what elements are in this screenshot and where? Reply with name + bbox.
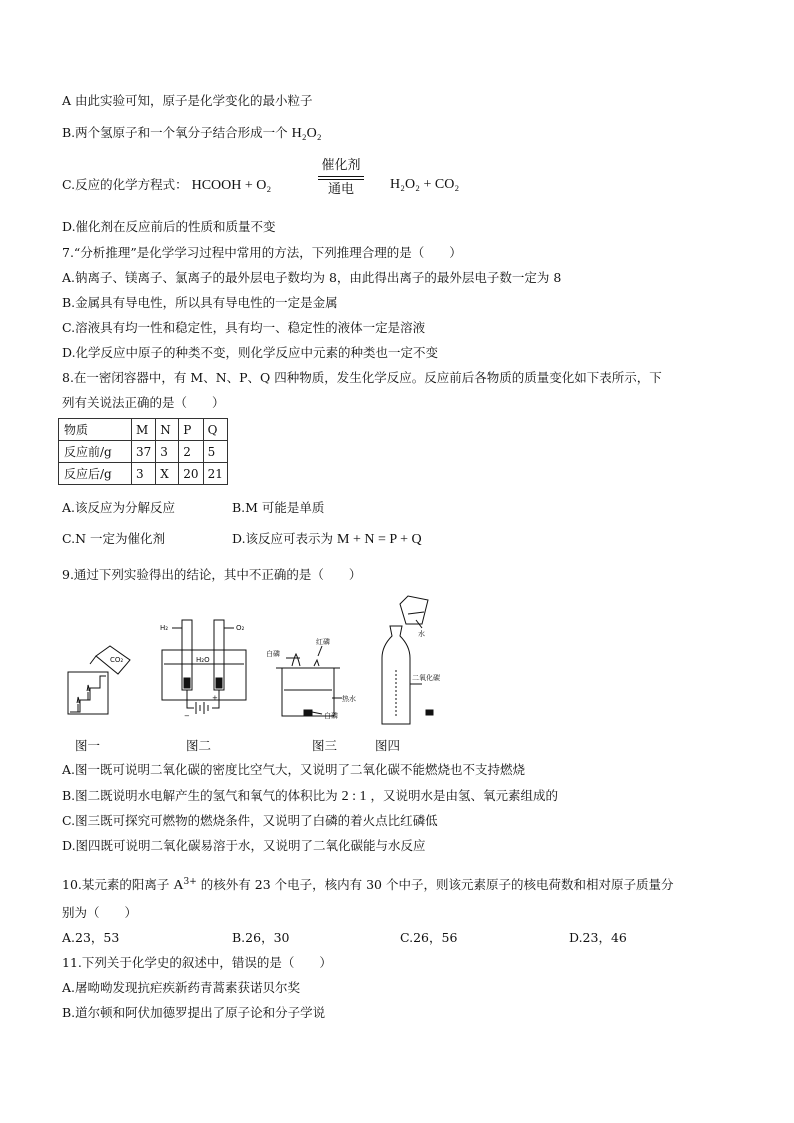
figure4-diagram (382, 596, 433, 724)
q7-option-b: B.金属具有导电性，所以具有导电性的一定是金属 (62, 295, 338, 310)
minus-terminal: − (184, 712, 190, 720)
q7-stem: 7.“分析推理”是化学学习过程中常用的方法，下列推理合理的是（ ） (62, 245, 462, 260)
q10-stem-line1 (62, 874, 673, 894)
q7-option-c: C.溶液具有均一性和稳定性，具有均一、稳定性的液体一定是溶液 (62, 320, 426, 335)
q6-equation-right: H₂O₂ + CO₂ (390, 177, 460, 192)
table-cell: 反应前/g (59, 441, 132, 463)
table-cell: 3 (132, 463, 156, 485)
q11-stem: 11.下列关于化学史的叙述中，错误的是（ ） (62, 955, 332, 970)
table-cell: X (156, 463, 179, 485)
q10-stem-line2: 别为（ ） (62, 905, 138, 920)
q6-option-c-text: C.反应的化学方程式： (62, 177, 188, 192)
figure1-label: 图一 (75, 738, 101, 753)
q9-option-a: A.图一既可说明二氧化碳的密度比空气大，又说明了二氧化碳不能燃烧也不支持燃烧 (62, 762, 526, 777)
q6-option-d: D.催化剂在反应前后的性质和质量不变 (62, 219, 276, 234)
q8-stem-line2: 列有关说法正确的是（ ） (62, 395, 225, 410)
h2-label: H₂ (160, 624, 169, 632)
figure2-diagram (162, 620, 246, 714)
table-header-cell: 物质 (59, 419, 132, 441)
table-cell: 21 (203, 463, 227, 485)
q9-option-b-suffix: ，又说明水是由氢、氧元素组成的 (370, 788, 559, 803)
q10-option-b: B.26，30 (232, 930, 290, 945)
plus-terminal: + (212, 694, 218, 702)
table-row (59, 463, 228, 485)
q7-option-a: A.钠离子、镁离子、氯离子的最外层电子数均为 8，由此得出离子的最外层电子数一定为 8 (62, 270, 562, 285)
o2-label: O₂ (236, 624, 245, 632)
q6-equals-sign (318, 176, 364, 180)
q10-stem-suffix: 的核外有 23 个电子，核内有 30 个中子，则该元素原子的核电荷数和相对原子质量分 (200, 877, 674, 893)
q9-option-b-text: B.图二既说明水电解产生的氢气和氧气的体积比为 (62, 788, 338, 803)
q6-option-b (62, 125, 322, 142)
q6-option-a: A 由此实验可知，原子是化学变化的最小粒子 (62, 93, 313, 108)
q8-option-d-text: D.该反应可表示为 (232, 531, 334, 546)
q8-option-b: B.M 可能是单质 (232, 500, 325, 515)
q8-option-a: A.该反应为分解反应 (62, 500, 176, 515)
q6-reaction-condition (318, 157, 364, 199)
co2-label: CO₂ (110, 656, 124, 664)
table-header-cell: P (179, 419, 203, 441)
table-header-cell: N (156, 419, 179, 441)
q6-option-b-text: B.两个氢原子和一个氧分子结合形成一个 (62, 125, 288, 140)
q8-option-d-formula: M + N = P + Q (337, 532, 422, 547)
q10-option-c: C.26，56 (400, 930, 458, 945)
white-phosphorus-top-label: 白磷 (266, 650, 280, 658)
red-phosphorus-label: 红磷 (316, 638, 330, 646)
q9-option-b-ratio: 2 : 1 (341, 789, 367, 804)
table-cell: 37 (132, 441, 156, 463)
table-header-cell: M (132, 419, 156, 441)
q10-option-d: D.23，46 (569, 930, 627, 945)
q9-option-c: C.图三既可探究可燃物的燃烧条件，又说明了白磷的着火点比红磷低 (62, 813, 438, 828)
table-cell: 5 (203, 441, 227, 463)
q8-option-c: C.N 一定为催化剂 (62, 531, 166, 546)
white-phosphorus-bottom-label: 白磷 (324, 712, 338, 720)
q9-experiment-figures (60, 590, 450, 730)
table-row (59, 441, 228, 463)
q9-option-d: D.图四既可说明二氧化碳易溶于水，又说明了二氧化碳能与水反应 (62, 838, 426, 853)
h2o-label: H₂O (196, 656, 210, 664)
q8-stem-line1: 8.在一密闭容器中，有 M、N、P、Q 四种物质，发生化学反应。反应前后各物质的质量变化如下表所示，下 (62, 370, 662, 385)
table-cell: 反应后/g (59, 463, 132, 485)
figure2-label: 图二 (186, 738, 212, 753)
figure4-label: 图四 (375, 738, 401, 753)
table-header-row (59, 419, 228, 441)
q8-mass-table (58, 418, 228, 485)
q6-option-c (62, 177, 271, 194)
q10-option-a: A.23，53 (62, 930, 120, 945)
q7-option-d: D.化学反应中原子的种类不变，则化学反应中元素的种类也一定不变 (62, 345, 439, 360)
q11-option-b: B.道尔顿和阿伏加德罗提出了原子论和分子学说 (62, 1005, 326, 1020)
q10-stem-prefix: 10.某元素的阳离子 (62, 877, 170, 893)
table-header-cell: Q (203, 419, 227, 441)
q6-catalyst-label: 催化剂 (321, 158, 361, 173)
q11-option-a: A.屠呦呦发现抗疟疾新药青蒿素获诺贝尔奖 (62, 980, 301, 995)
q6-condition-label: 通电 (327, 182, 354, 197)
q9-option-b (62, 788, 558, 805)
figure3-label: 图三 (312, 738, 338, 753)
table-cell: 2 (179, 441, 203, 463)
q10-ion-symbol: A (173, 878, 184, 894)
co2-cn-label: 二氧化碳 (412, 674, 440, 682)
hot-water-label: 热水 (342, 695, 356, 703)
water-label: 水 (418, 630, 425, 638)
table-cell: 3 (156, 441, 179, 463)
q8-option-d (232, 531, 422, 548)
q9-stem: 9.通过下列实验得出的结论，其中不正确的是（ ） (62, 567, 362, 582)
q10-ion-charge: 3+ (183, 877, 197, 887)
figure3-diagram (276, 646, 342, 716)
q6-option-b-formula: H₂O₂ (291, 126, 322, 141)
q6-equation-left: HCOOH + O₂ (191, 178, 272, 193)
table-cell: 20 (179, 463, 203, 485)
